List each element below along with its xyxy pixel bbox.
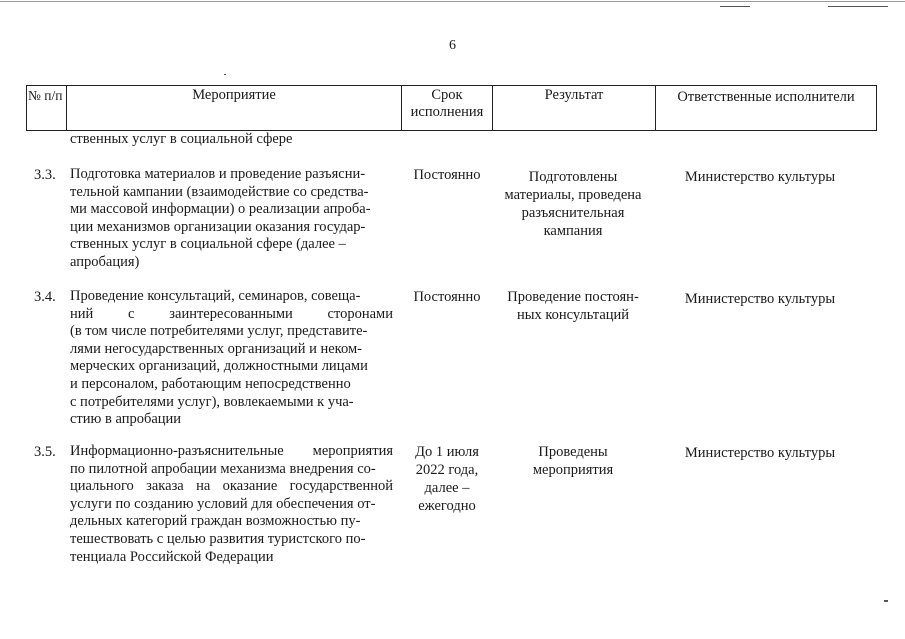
header-col-term-label: Срок: [431, 87, 463, 103]
event-line: услуги по созданию условий для обеспечения от-: [70, 495, 376, 512]
event-line: Информационно-разъяснительные мероприятия: [70, 443, 393, 459]
result-line: разъяснительная: [521, 205, 625, 221]
scan-artifact: [720, 6, 750, 7]
result-line: Проведение постоян-: [507, 289, 639, 305]
row-event: [70, 443, 393, 566]
header-col-responsible-label: Ответственные исполнители: [677, 89, 855, 105]
event-line: по пилотной апробации механизма внедрения со-: [70, 460, 376, 477]
row-event: [70, 288, 393, 429]
event-line: мерческих организаций, должностными лицами: [70, 358, 368, 375]
event-line: стию в апробации: [70, 411, 182, 428]
result-line: Подготовлены: [528, 169, 618, 185]
event-line: тельной кампании (взаимодействие со средства-: [70, 183, 369, 200]
header-col-result-label: Результат: [544, 87, 604, 103]
term-line: далее –: [424, 480, 470, 496]
row-event: [70, 166, 393, 272]
row-result: [498, 168, 648, 240]
event-line: Проведение консультаций, семинаров, совеща-: [70, 288, 361, 304]
row-number: 3.5.: [34, 444, 56, 460]
scan-speck: [224, 74, 226, 75]
event-line: ми массовой информации) о реализации апроба-: [70, 201, 371, 218]
header-col-responsible: [655, 85, 877, 131]
event-line-text: ний с заинтересованными сторонами: [70, 305, 393, 322]
header-col-term: [401, 85, 492, 131]
result-line: ных консультаций: [516, 307, 630, 323]
event-line: и персоналом, работающим непосредственно: [70, 375, 351, 392]
event-line: [70, 306, 393, 324]
header-col-event-label: Мероприятие: [192, 87, 276, 103]
scan-speck: [884, 600, 888, 602]
event-line: лями негосударственных организаций и неком-: [70, 340, 362, 357]
header-col-event: [66, 85, 401, 131]
row-result: [498, 288, 648, 324]
result-line: Проведены: [538, 444, 608, 460]
event-line: Подготовка материалов и проведение разъясни-: [70, 166, 366, 182]
event-line: тенциала Российской Федерации: [70, 548, 274, 565]
result-line: мероприятия: [532, 462, 614, 478]
event-line: с потребителями услуг), вовлекаемыми к уча-: [70, 393, 354, 410]
continuation-text: ственных услуг в социальной сфере: [70, 131, 293, 147]
header-col-term-label-2: исполнения: [410, 104, 484, 120]
header-col-result: [492, 85, 655, 131]
row-term: [404, 443, 490, 515]
event-line: тешествовать с целью развития туристского по-: [70, 530, 366, 547]
row-number: 3.3.: [34, 167, 56, 183]
event-line: дельных категорий граждан возможностью пу-: [70, 513, 361, 530]
event-line: (в том числе потребителями услуг, представите-: [70, 323, 368, 340]
scan-artifact: [828, 6, 888, 7]
header-col-num: [26, 85, 66, 131]
result-line: материалы, проведена: [504, 187, 642, 203]
event-line: апробация): [70, 253, 140, 270]
event-line: ственных услуг в социальной сфере (далее –: [70, 236, 346, 253]
row-responsible: Министерство культуры: [684, 291, 836, 307]
row-number: 3.4.: [34, 289, 56, 305]
row-responsible: Министерство культуры: [684, 169, 836, 185]
term-line: До 1 июля: [415, 444, 479, 460]
scan-artifact: [0, 1, 905, 2]
term-line: ежегодно: [418, 498, 476, 514]
page-number: 6: [449, 38, 456, 53]
header-col-num-label: № п/п: [28, 88, 63, 103]
event-line: ции механизмов организации оказания государ-: [70, 218, 366, 235]
row-result: [498, 443, 648, 479]
term-line: 2022 года,: [415, 462, 479, 478]
term-line: Постоянно: [413, 167, 481, 183]
term-line: Постоянно: [413, 289, 481, 305]
event-line: циального заказа на оказание государственной: [70, 478, 393, 495]
row-term: [404, 166, 490, 184]
row-term: [404, 288, 490, 306]
result-line: кампания: [543, 223, 603, 239]
row-responsible: Министерство культуры: [684, 445, 836, 461]
